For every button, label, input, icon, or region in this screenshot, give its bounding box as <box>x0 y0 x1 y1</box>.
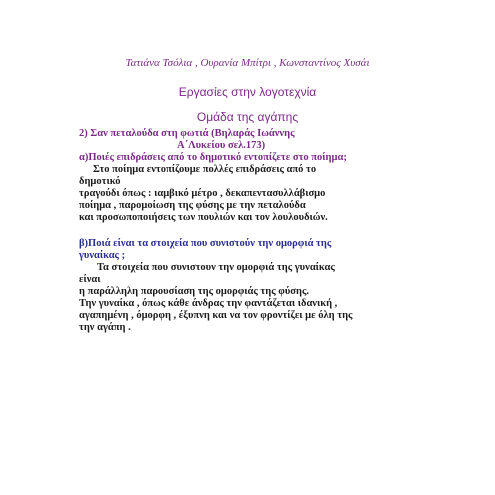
question-a: α)Ποιές επιδράσεις από το δημοτικό εντοπίζετε στο ποίημα; <box>79 152 347 163</box>
document-title: Εργασίες στην λογοτεχνία <box>178 85 317 99</box>
authors-line: Τατιάνα Τσόλια , Ουρανία Μπίτρι , Κωνσταντίνος Χυσάι <box>125 57 370 69</box>
question-b-line-1: β)Ποιά είναι τα στοιχεία που συνιστούν την ομορφιά της <box>79 238 332 249</box>
answer-b-line-1: Τα στοιχεία που συνιστουν την ομορφιά της γυναίκας <box>97 262 335 273</box>
answer-a-line-5: και προσωποποιήσεις των πουλιών και τον λουλουδιών. <box>79 212 328 223</box>
answer-b-line-2: είναι <box>79 274 101 285</box>
answer-a-line-3: τραγούδι όπως : ιαμβικό μέτρο , δεκαπεντασυλλάβισμο <box>79 188 326 199</box>
poem-heading-line2: Α΄Λυκείου σελ.173) <box>177 140 266 151</box>
answer-b-line-5: αγαπημένη , όμορφη , έξυπνη και να τον φροντίζει με όλη της <box>79 310 353 321</box>
answer-b-line-4: Την γυναίκα , όπως κάθε άνδρας την φαντάζεται ιδανική , <box>79 298 338 309</box>
answer-a-line-2: δημοτικό <box>79 176 121 187</box>
poem-heading-line1: 2) Σαν πεταλούδα στη φωτιά (Βηλαράς Ιωάννης <box>79 128 295 139</box>
question-b-line-2: γυναίκας ; <box>79 250 126 261</box>
answer-a-line-4: ποίημα , παρομοίωση της φύσης με την πεταλούδα <box>79 200 306 211</box>
document-subtitle: Ομάδα της αγάπης <box>196 110 299 124</box>
answer-b-line-6: την αγάπη . <box>79 322 131 333</box>
answer-b-line-3: η παράλληλη παρουσίαση της ομορφιάς της φύσης. <box>79 286 310 297</box>
answer-a-line-1: Στο ποίημα εντοπίζουμε πολλές επιδράσεις από το <box>93 164 317 175</box>
